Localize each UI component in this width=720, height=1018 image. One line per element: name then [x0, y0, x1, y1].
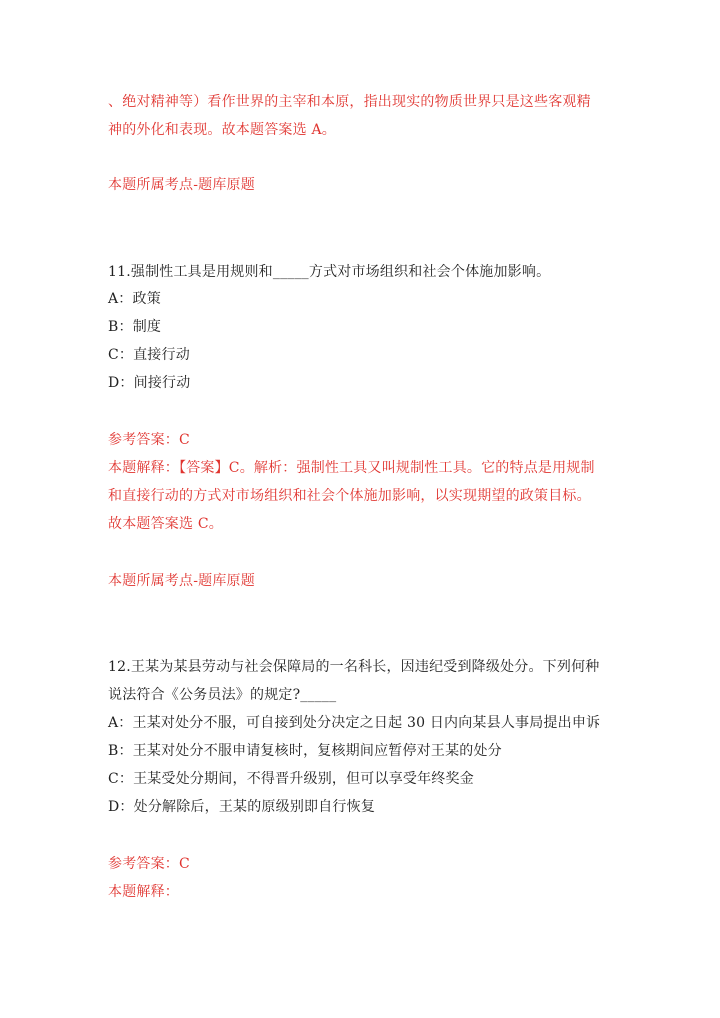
- question-12-answer: 参考答案：C: [108, 856, 190, 872]
- question-11-explanation-line-1: 本题解释：【答案】C。解析：强制性工具又叫规制性工具。它的特点是用规制: [108, 460, 595, 476]
- question-11-stem: 11.强制性工具是用规则和_____方式对市场组织和社会个体施加影响。: [108, 264, 551, 280]
- question-12-option-a: A：王某对处分不服，可自接到处分决定之日起 30 日内向某县人事局提出申诉: [108, 715, 601, 731]
- question-11-explanation-line-3: 故本题答案选 C。: [108, 516, 223, 532]
- question-11-option-d: D：间接行动: [108, 375, 191, 391]
- question-11-option-b: B：制度: [108, 319, 162, 335]
- question-11-answer: 参考答案：C: [108, 432, 190, 448]
- question-12-option-b: B：王某对处分不服申请复核时，复核期间应暂停对王某的处分: [108, 743, 502, 759]
- source-note: 本题所属考点-题库原题: [108, 177, 255, 193]
- question-11-option-a: A：政策: [108, 291, 161, 307]
- question-12-stem-line-2: 说法符合《公务员法》的规定?_____: [108, 687, 337, 703]
- source-note: 本题所属考点-题库原题: [108, 573, 255, 589]
- question-11-explanation-line-2: 和直接行动的方式对市场组织和社会个体施加影响，以实现期望的政策目标。: [108, 488, 591, 504]
- previous-explanation-line-1: 、绝对精神等）看作世界的主宰和本原，指出现实的物质世界只是这些客观精: [108, 94, 591, 110]
- question-11-option-c: C：直接行动: [108, 347, 190, 363]
- question-12-explanation-label: 本题解释：: [108, 884, 179, 900]
- previous-explanation-line-2: 神的外化和表现。故本题答案选 A。: [108, 122, 336, 138]
- question-12-option-c: C：王某受处分期间，不得晋升级别，但可以享受年终奖金: [108, 771, 474, 787]
- question-12-option-d: D：处分解除后，王某的原级别即自行恢复: [108, 799, 376, 815]
- question-12-stem-line-1: 12.王某为某县劳动与社会保障局的一名科长，因违纪受到降级处分。下列何种: [108, 659, 600, 675]
